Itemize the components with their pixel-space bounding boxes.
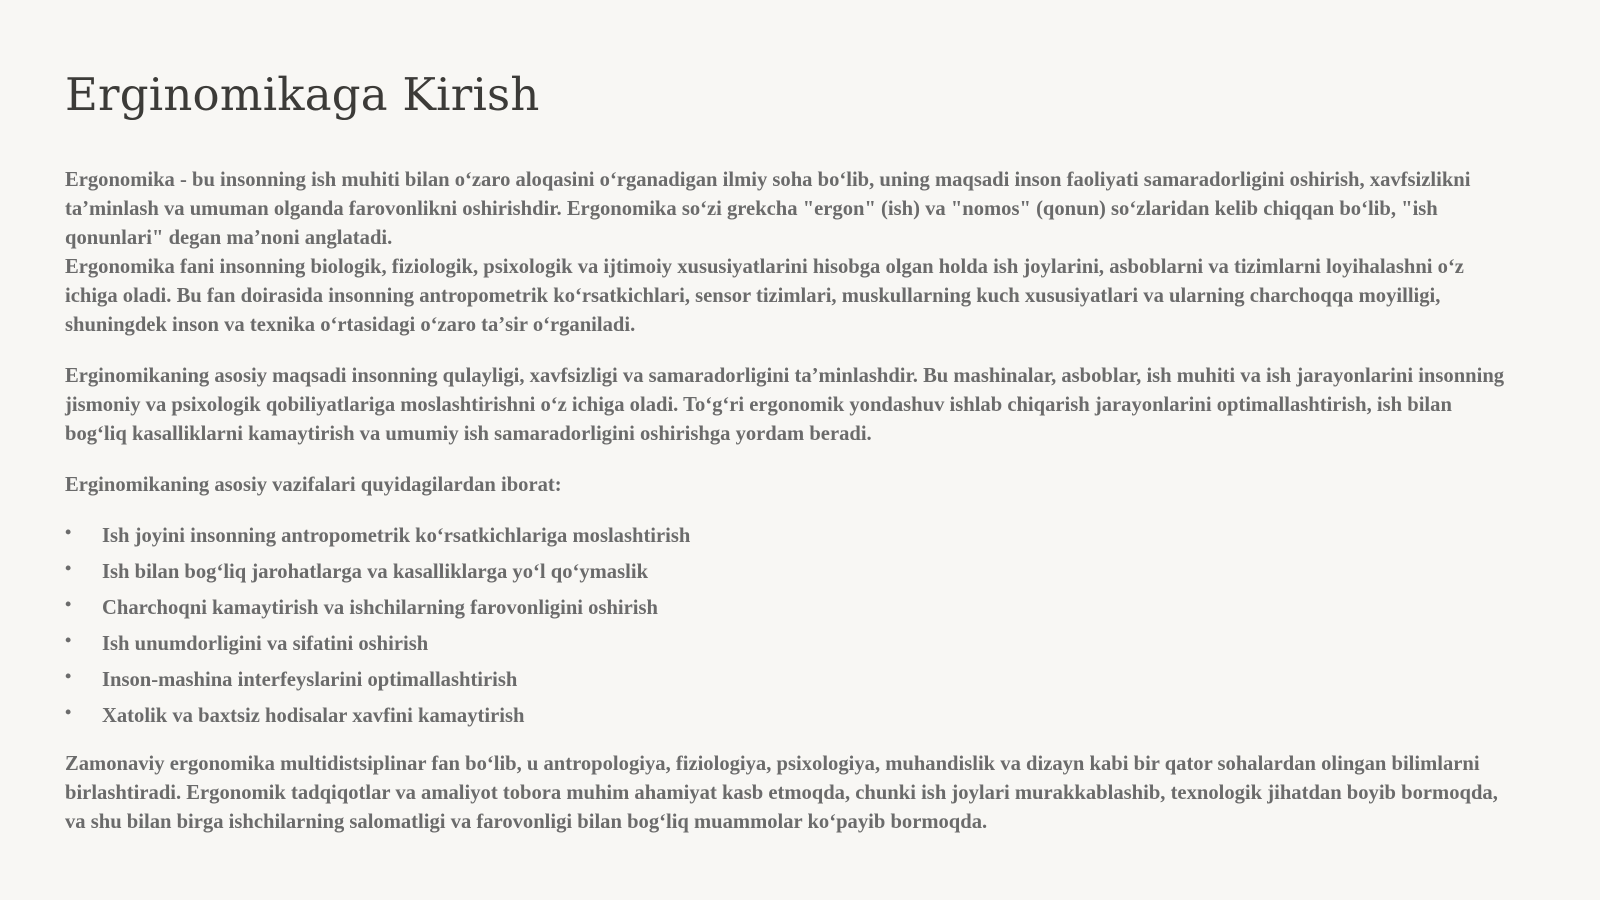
list-item (65, 702, 1515, 738)
paragraph-goal: Erginomikaning asosiy maqsadi insonning qulayligi, xavfsizligi va samaradorligini taʼminlashdir. Bu mashinalar, asboblar, ish muhiti va ish jarayonlarini insonning jismoniy va psixologik qobiliyatlariga moslashtirishni oʻz ichiga oladi. Toʻgʻri ergonomik yondashuv ishlab chiqarish jarayonlarini optimallashtirish, ish bilan bogʻliq kasalliklarni kamaytirish va umumiy ish samaradorligini oshirishga yordam beradi. (65, 365, 1505, 445)
list-item (65, 558, 1515, 594)
list-item-text: Charchoqni kamaytirish va ishchilarning farovonligini oshirish (102, 597, 658, 619)
bullet-icon: • (65, 666, 72, 686)
paragraph-tasks-intro: Erginomikaning asosiy vazifalari quyidagilardan iborat: (65, 474, 562, 496)
paragraph-scope: Ergonomika fani insonning biologik, fiziologik, psixologik va ijtimoiy xususiyatlarini hisobga olgan holda ish joylarini, asboblarni va tizimlarni loyihalashni oʻz ichiga oladi. Bu fan doirasida insonning antropometrik koʻrsatkichlari, sensor tizimlari, muskullarning kuch xususiyatlari va ularning charchoqqa moyilligi, shuningdek inson va texnika oʻrtasidagi oʻzaro taʼsir oʻrganiladi. (65, 256, 1464, 336)
list-item-text: Ish unumdorligini va sifatini oshirish (102, 633, 429, 655)
bullet-icon: • (65, 558, 72, 578)
paragraph-definition: Ergonomika - bu insonning ish muhiti bilan oʻzaro aloqasini oʻrganadigan ilmiy soha boʻlib, uning maqsadi inson faoliyati samaradorligini oshirish, xavfsizlikni taʼminlash va umuman olganda farovonlikni oshirishdir. Ergonomika soʻzi grekcha "ergon" (ish) va "nomos" (qonun) soʻzlaridan kelib chiqqan boʻlib, "ish qonunlari" degan maʼnoni anglatadi. (65, 169, 1471, 249)
list-item (65, 630, 1515, 666)
bullet-icon: • (65, 630, 72, 650)
paragraph-closing: Zamonaviy ergonomika multidistsiplinar fan boʻlib, u antropologiya, fiziologiya, psixologiya, muhandislik va dizayn kabi bir qator sohalardan olingan bilimlarni birlashtiradi. Ergonomik tadqiqotlar va amaliyot tobora muhim ahamiyat kasb etmoqda, chunki ish joylari murakkablashib, texnologik jihatdan boyib bormoqda, va shu bilan birga ishchilarning salomatligi va farovonligi bilan bogʻliq muammolar koʻpayib bormoqda. (65, 753, 1498, 833)
list-item (65, 666, 1515, 702)
tasks-list (65, 522, 1515, 738)
list-item-text: Ish bilan bogʻliq jarohatlarga va kasalliklarga yoʻl qoʻymaslik (102, 561, 649, 583)
bullet-icon: • (65, 594, 72, 614)
list-item (65, 522, 1515, 558)
slide-content (65, 166, 1515, 837)
list-item-text: Inson-mashina interfeyslarini optimallashtirish (102, 669, 518, 691)
slide-title: Erginomikaga Kirish (65, 68, 540, 121)
list-item-text: Ish joyini insonning antropometrik koʻrsatkichlariga moslashtirish (102, 525, 691, 547)
list-item-text: Xatolik va baxtsiz hodisalar xavfini kamaytirish (102, 705, 525, 727)
bullet-icon: • (65, 702, 72, 722)
bullet-icon: • (65, 522, 72, 542)
list-item (65, 594, 1515, 630)
